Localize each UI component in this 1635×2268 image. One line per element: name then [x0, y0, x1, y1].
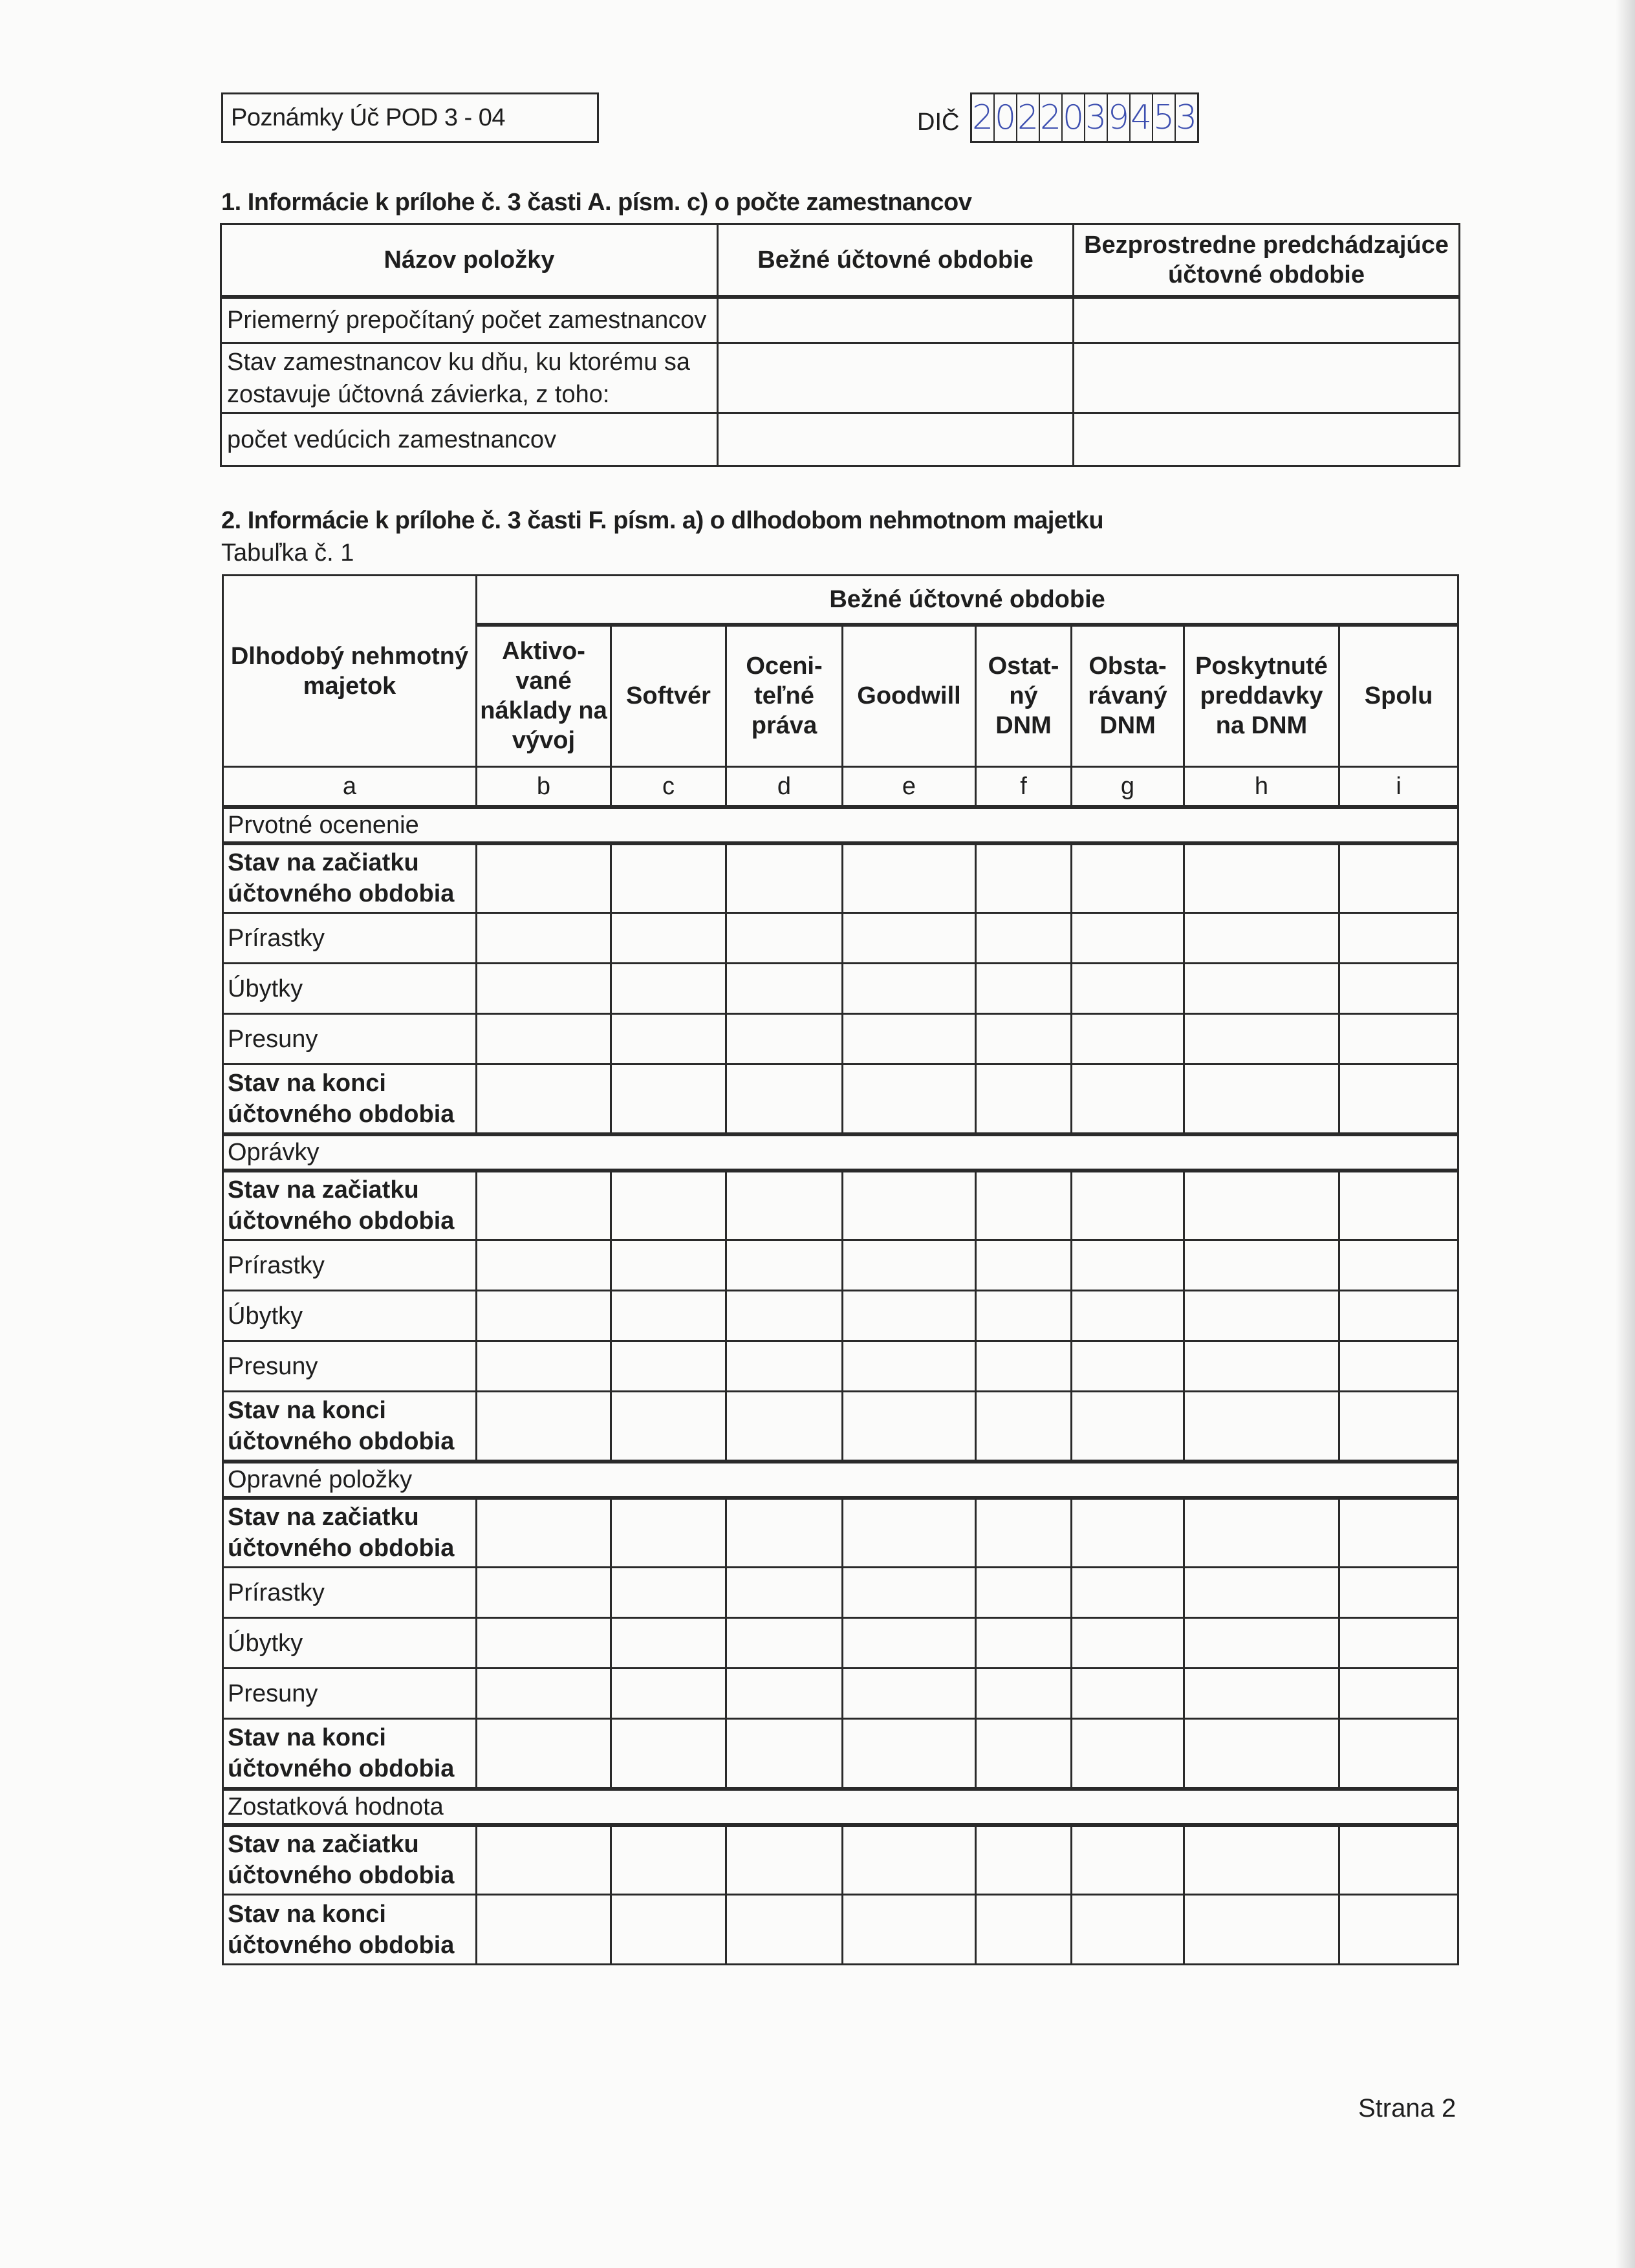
input-cell[interactable] — [611, 1064, 726, 1134]
row-label: Presuny — [223, 1669, 477, 1719]
row-label: Úbytky — [223, 964, 477, 1014]
input-cell[interactable] — [726, 1392, 843, 1462]
input-cell[interactable] — [843, 1240, 976, 1291]
col-header: Obsta-rávaný DNM — [1072, 625, 1184, 767]
input-cell[interactable] — [1339, 843, 1458, 913]
table-row — [223, 843, 1458, 913]
input-cell[interactable] — [611, 1825, 726, 1895]
input-cell[interactable] — [726, 1064, 843, 1134]
row-label: Stav zamestnancov ku dňu, ku ktorému sa zostavuje účtovná závierka, z toho: — [221, 343, 718, 413]
dic-digit-box[interactable]: 2 — [1040, 94, 1063, 141]
input-cell[interactable] — [1072, 1498, 1184, 1568]
table-row — [223, 1669, 1458, 1719]
row-label: Stav na začiatku účtovného obdobia — [223, 843, 477, 913]
input-cell[interactable] — [477, 1064, 611, 1134]
input-cell[interactable] — [976, 1240, 1072, 1291]
input-cell[interactable] — [1074, 343, 1460, 413]
input-cell[interactable] — [976, 1618, 1072, 1669]
input-cell[interactable] — [611, 1240, 726, 1291]
input-cell[interactable] — [726, 1498, 843, 1568]
input-cell[interactable] — [477, 1568, 611, 1618]
input-cell[interactable] — [1072, 1171, 1184, 1240]
row-header-intangible-assets: Dlhodobý nehmotný majetok — [223, 576, 477, 767]
col-header: Ostat-ný DNM — [976, 625, 1072, 767]
intangible-assets-table — [222, 574, 1459, 1965]
input-cell[interactable] — [843, 1825, 976, 1895]
input-cell[interactable] — [1184, 913, 1339, 964]
row-label: Prírastky — [223, 1568, 477, 1618]
input-cell[interactable] — [1339, 1669, 1458, 1719]
row-label: Stav na konci účtovného obdobia — [223, 1392, 477, 1462]
row-label: počet vedúcich zamestnancov — [221, 413, 718, 466]
dic-digit-boxes[interactable] — [970, 92, 1199, 143]
input-cell[interactable] — [1184, 1825, 1339, 1895]
input-cell[interactable] — [726, 1825, 843, 1895]
input-cell[interactable] — [1072, 1341, 1184, 1392]
table-row — [223, 1341, 1458, 1392]
input-cell[interactable] — [726, 1618, 843, 1669]
input-cell[interactable] — [1072, 843, 1184, 913]
col-header: Spolu — [1339, 625, 1458, 767]
col-header-current-period: Bežné účtovné obdobie — [718, 224, 1074, 297]
input-cell[interactable] — [1184, 1291, 1339, 1341]
input-cell[interactable] — [1184, 843, 1339, 913]
col-letter: a — [223, 767, 477, 807]
input-cell[interactable] — [477, 1618, 611, 1669]
dic-digit-box[interactable]: 3 — [1085, 94, 1108, 141]
input-cell[interactable] — [976, 964, 1072, 1014]
dic-digit-box[interactable]: 2 — [972, 94, 995, 141]
input-cell[interactable] — [611, 1014, 726, 1064]
table-row — [223, 1014, 1458, 1064]
input-cell[interactable] — [477, 1171, 611, 1240]
input-cell[interactable] — [611, 843, 726, 913]
input-cell[interactable] — [477, 1291, 611, 1341]
input-cell[interactable] — [1339, 1618, 1458, 1669]
group-title: Opravné položky — [223, 1462, 1458, 1498]
row-label: Prírastky — [223, 913, 477, 964]
input-cell[interactable] — [976, 1392, 1072, 1462]
input-cell[interactable] — [976, 1014, 1072, 1064]
input-cell[interactable] — [611, 964, 726, 1014]
col-header: Poskytnuté preddavky na DNM — [1184, 625, 1339, 767]
input-cell[interactable] — [718, 297, 1074, 343]
input-cell[interactable] — [843, 1341, 976, 1392]
input-cell[interactable] — [1072, 1240, 1184, 1291]
input-cell[interactable] — [477, 1895, 611, 1965]
table-row — [223, 913, 1458, 964]
input-cell[interactable] — [477, 964, 611, 1014]
table-row — [223, 964, 1458, 1014]
col-letter: d — [726, 767, 843, 807]
input-cell[interactable] — [477, 1240, 611, 1291]
input-cell[interactable] — [1339, 1825, 1458, 1895]
input-cell[interactable] — [718, 413, 1074, 466]
input-cell[interactable] — [1184, 1895, 1339, 1965]
section2-title: 2. Informácie k prílohe č. 3 časti F. písm. a) o dlhodobom nehmotnom majetku — [221, 507, 1104, 534]
input-cell[interactable] — [611, 1341, 726, 1392]
input-cell[interactable] — [726, 1568, 843, 1618]
input-cell[interactable] — [1339, 1240, 1458, 1291]
col-letter: e — [843, 767, 976, 807]
input-cell[interactable] — [976, 1171, 1072, 1240]
input-cell[interactable] — [1072, 1895, 1184, 1965]
dic-digit-box[interactable]: 4 — [1131, 94, 1153, 141]
input-cell[interactable] — [843, 1719, 976, 1789]
input-cell[interactable] — [1184, 1014, 1339, 1064]
input-cell[interactable] — [611, 1291, 726, 1341]
input-cell[interactable] — [1072, 1669, 1184, 1719]
table-row — [223, 1171, 1458, 1240]
input-cell[interactable] — [726, 1669, 843, 1719]
group-title: Prvotné ocenenie — [223, 807, 1458, 843]
input-cell[interactable] — [843, 1291, 976, 1341]
input-cell[interactable] — [726, 1291, 843, 1341]
group-title: Zostatková hodnota — [223, 1789, 1458, 1825]
input-cell[interactable] — [611, 1895, 726, 1965]
table-row — [223, 1895, 1458, 1965]
table-row — [223, 1064, 1458, 1134]
input-cell[interactable] — [611, 1498, 726, 1568]
input-cell[interactable] — [843, 1568, 976, 1618]
input-cell[interactable] — [1184, 1341, 1339, 1392]
col-letter: g — [1072, 767, 1184, 807]
input-cell[interactable] — [1339, 1568, 1458, 1618]
input-cell[interactable] — [477, 913, 611, 964]
input-cell[interactable] — [976, 843, 1072, 913]
row-label: Stav na konci účtovného obdobia — [223, 1064, 477, 1134]
input-cell[interactable] — [726, 913, 843, 964]
input-cell[interactable] — [611, 1719, 726, 1789]
input-cell[interactable] — [1184, 1064, 1339, 1134]
input-cell[interactable] — [843, 1392, 976, 1462]
input-cell[interactable] — [611, 1618, 726, 1669]
col-header: Oceni-teľné práva — [726, 625, 843, 767]
row-label: Stav na začiatku účtovného obdobia — [223, 1825, 477, 1895]
row-label: Stav na začiatku účtovného obdobia — [223, 1498, 477, 1568]
input-cell[interactable] — [726, 1240, 843, 1291]
input-cell[interactable] — [976, 1669, 1072, 1719]
input-cell[interactable] — [726, 843, 843, 913]
input-cell[interactable] — [1072, 964, 1184, 1014]
input-cell[interactable] — [1339, 1064, 1458, 1134]
col-header: Goodwill — [843, 625, 976, 767]
input-cell[interactable] — [1184, 1171, 1339, 1240]
col-letter: c — [611, 767, 726, 807]
input-cell[interactable] — [1339, 1895, 1458, 1965]
input-cell[interactable] — [726, 1171, 843, 1240]
table-row — [223, 1498, 1458, 1568]
col-letter: h — [1184, 767, 1339, 807]
input-cell[interactable] — [1339, 1341, 1458, 1392]
input-cell[interactable] — [726, 1719, 843, 1789]
dic-label: DIČ — [917, 109, 960, 136]
group-header-current-period: Bežné účtovné obdobie — [477, 576, 1458, 625]
input-cell[interactable] — [1072, 1618, 1184, 1669]
input-cell[interactable] — [976, 1895, 1072, 1965]
table-row — [223, 1392, 1458, 1462]
table-row — [223, 1825, 1458, 1895]
section1-title: 1. Informácie k prílohe č. 3 časti A. písm. c) o počte zamestnancov — [221, 189, 972, 216]
col-letter: f — [976, 767, 1072, 807]
input-cell[interactable] — [477, 1392, 611, 1462]
col-header-item-name: Názov položky — [221, 224, 718, 297]
form-id-box: Poznámky Úč POD 3 - 04 — [221, 92, 599, 143]
input-cell[interactable] — [1074, 413, 1460, 466]
input-cell[interactable] — [477, 1669, 611, 1719]
table-row — [223, 1240, 1458, 1291]
input-cell[interactable] — [611, 1669, 726, 1719]
input-cell[interactable] — [718, 343, 1074, 413]
input-cell[interactable] — [1339, 913, 1458, 964]
input-cell[interactable] — [477, 1825, 611, 1895]
input-cell[interactable] — [611, 1568, 726, 1618]
input-cell[interactable] — [1072, 1568, 1184, 1618]
col-letter: b — [477, 767, 611, 807]
dic-digit-box[interactable]: 9 — [1108, 94, 1131, 141]
input-cell[interactable] — [1072, 913, 1184, 964]
input-cell[interactable] — [976, 1291, 1072, 1341]
col-header: Aktivo-vané náklady na vývoj — [477, 625, 611, 767]
input-cell[interactable] — [843, 1064, 976, 1134]
input-cell[interactable] — [1184, 1719, 1339, 1789]
input-cell[interactable] — [843, 1618, 976, 1669]
input-cell[interactable] — [843, 1669, 976, 1719]
table-row — [223, 1291, 1458, 1341]
row-label: Presuny — [223, 1341, 477, 1392]
input-cell[interactable] — [1184, 1669, 1339, 1719]
col-header: Softvér — [611, 625, 726, 767]
table-caption: Tabuľka č. 1 — [221, 539, 354, 567]
input-cell[interactable] — [1339, 1291, 1458, 1341]
input-cell[interactable] — [843, 1171, 976, 1240]
scan-edge — [1616, 0, 1635, 2268]
input-cell[interactable] — [477, 1014, 611, 1064]
row-label: Stav na konci účtovného obdobia — [223, 1895, 477, 1965]
input-cell[interactable] — [1339, 964, 1458, 1014]
input-cell[interactable] — [1184, 1568, 1339, 1618]
input-cell[interactable] — [1072, 1064, 1184, 1134]
input-cell[interactable] — [477, 843, 611, 913]
input-cell[interactable] — [1184, 964, 1339, 1014]
dic-digit-box[interactable]: 0 — [995, 94, 1017, 141]
dic-digit-box[interactable]: 5 — [1153, 94, 1176, 141]
table-row — [223, 1719, 1458, 1789]
row-label: Úbytky — [223, 1291, 477, 1341]
input-cell[interactable] — [843, 1014, 976, 1064]
row-label: Stav na začiatku účtovného obdobia — [223, 1171, 477, 1240]
input-cell[interactable] — [726, 1014, 843, 1064]
input-cell[interactable] — [1074, 297, 1460, 343]
input-cell[interactable] — [976, 1341, 1072, 1392]
input-cell[interactable] — [477, 1719, 611, 1789]
employee-count-table — [220, 223, 1460, 467]
input-cell[interactable] — [1184, 1618, 1339, 1669]
dic-digit-box[interactable]: 0 — [1063, 94, 1085, 141]
group-title: Oprávky — [223, 1134, 1458, 1171]
input-cell[interactable] — [611, 1392, 726, 1462]
input-cell[interactable] — [611, 1171, 726, 1240]
input-cell[interactable] — [1072, 1392, 1184, 1462]
input-cell[interactable] — [843, 964, 976, 1014]
input-cell[interactable] — [726, 1341, 843, 1392]
input-cell[interactable] — [1339, 1171, 1458, 1240]
input-cell[interactable] — [477, 1341, 611, 1392]
input-cell[interactable] — [843, 913, 976, 964]
input-cell[interactable] — [477, 1498, 611, 1568]
input-cell[interactable] — [1339, 1498, 1458, 1568]
input-cell[interactable] — [976, 913, 1072, 964]
col-letter: i — [1339, 767, 1458, 807]
dic-digit-box[interactable]: 2 — [1017, 94, 1040, 141]
input-cell[interactable] — [976, 1568, 1072, 1618]
dic-digit-box[interactable]: 3 — [1176, 94, 1199, 141]
col-header-previous-period: Bezprostredne predchádzajúce účtovné obdobie — [1074, 224, 1460, 297]
row-label: Presuny — [223, 1014, 477, 1064]
input-cell[interactable] — [1184, 1498, 1339, 1568]
input-cell[interactable] — [1184, 1392, 1339, 1462]
input-cell[interactable] — [1339, 1392, 1458, 1462]
row-label: Priemerný prepočítaný počet zamestnancov — [221, 297, 718, 343]
input-cell[interactable] — [843, 1498, 976, 1568]
input-cell[interactable] — [843, 1895, 976, 1965]
input-cell[interactable] — [976, 1498, 1072, 1568]
input-cell[interactable] — [1339, 1014, 1458, 1064]
row-label: Stav na konci účtovného obdobia — [223, 1719, 477, 1789]
input-cell[interactable] — [1184, 1240, 1339, 1291]
input-cell[interactable] — [976, 1064, 1072, 1134]
input-cell[interactable] — [1072, 1291, 1184, 1341]
input-cell[interactable] — [726, 1895, 843, 1965]
table-row — [223, 1618, 1458, 1669]
input-cell[interactable] — [1072, 1014, 1184, 1064]
row-label: Prírastky — [223, 1240, 477, 1291]
input-cell[interactable] — [976, 1719, 1072, 1789]
input-cell[interactable] — [843, 843, 976, 913]
input-cell[interactable] — [726, 964, 843, 1014]
table-row — [223, 1568, 1458, 1618]
input-cell[interactable] — [976, 1825, 1072, 1895]
input-cell[interactable] — [1072, 1825, 1184, 1895]
row-label: Úbytky — [223, 1618, 477, 1669]
input-cell[interactable] — [611, 913, 726, 964]
page-number: Strana 2 — [1358, 2094, 1456, 2122]
input-cell[interactable] — [1072, 1719, 1184, 1789]
input-cell[interactable] — [1339, 1719, 1458, 1789]
